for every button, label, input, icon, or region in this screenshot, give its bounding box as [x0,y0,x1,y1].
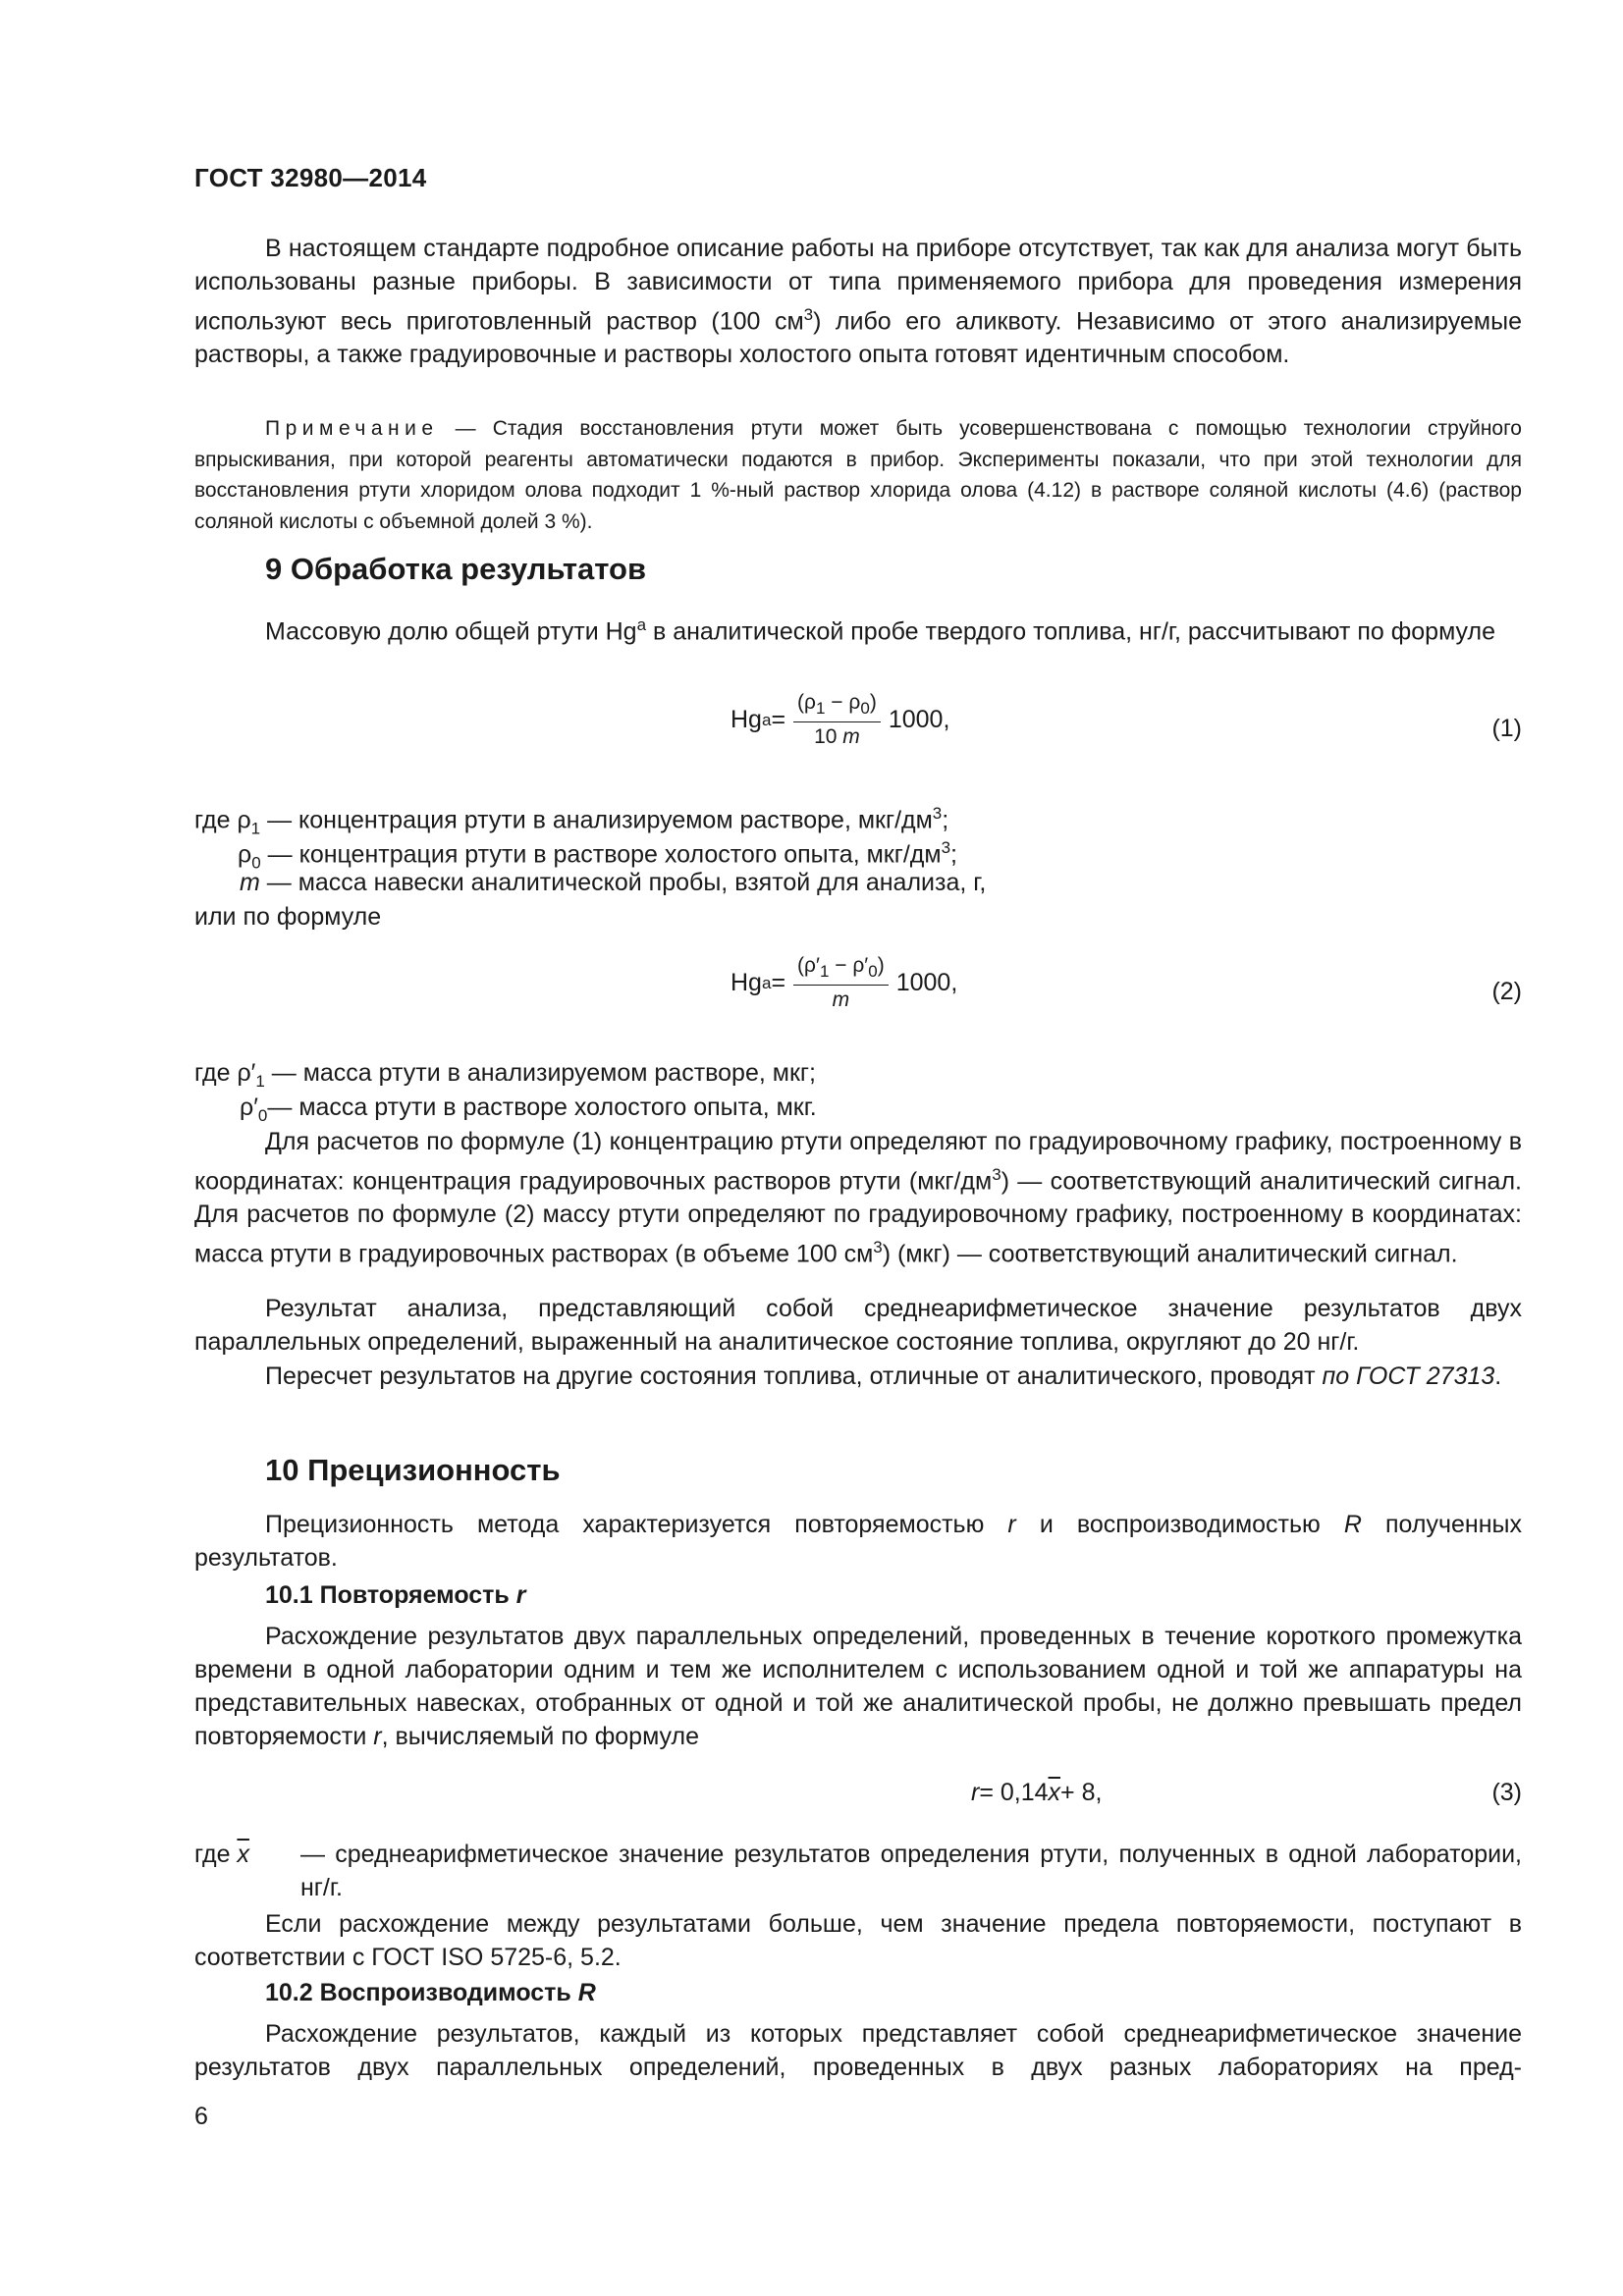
where-1-line-2: $\rho_0$ — концентрация ртути в растворе холостого опыта, мкг/$дм^3$; [238,838,957,873]
where-1-line-3: m — масса навески аналитической пробы, взятой для анализа, г, [240,869,987,896]
note-label: Примечание [265,417,439,440]
result-paragraph: Результат анализа, представляющий собой среднеарифметическое значение результатов двух параллельных определений, выраженный на аналитическое состояние топлива, округляют до 20 нг/г. [194,1295,1522,1356]
where-1-line-1: где $\rho_1$ — концентрация ртути в анализируемом растворе, мкг/$дм^3$; [194,804,949,838]
standard-header: ГОСТ 32980—2014 [194,163,427,192]
formula-2: Hg a = $\frac{(\rho'_1 - \rho'_0)}{m}$ 1000, (2) [730,954,1522,1012]
formula-3-number: (3) [1491,1779,1522,1806]
document-page [194,0,1522,2296]
fraction-2: $\frac{(\rho'_1 - \rho'_0)}{m}$ [793,954,889,1012]
where-2-line-1: где $\rho'_1$ — масса ртути в анализируемом растворе, мкг; [194,1059,816,1091]
formula-2-number: (2) [1491,978,1522,1005]
formula-3: r = 0,14 $\overline{x}$ + 8, (3) [971,1779,1522,1806]
section-10-title: 10 Прецизионность [265,1453,561,1487]
section-9-intro: Массовую долю общей ртути Hg$^a$ в аналитической пробе твердого топлива, нг/г, рассчитывают по формуле [265,615,1495,646]
subsection-10-2-title: 10.2 Воспроизводимость R [265,1979,596,2006]
reproducibility-paragraph: Расхождение результатов, каждый из которых представляет собой среднеарифметическое значение результатов двух параллельных определений, проведенных в двух разных лабораториях на пред- [194,2020,1522,2081]
formula-1-number: (1) [1491,715,1522,742]
formula-1: Hg a = $\frac{(\rho_1 - \rho_0)}{10 m}$ 1000, (1) [730,691,1522,749]
or-formula: или по формуле [194,903,382,931]
repeatability-paragraph: Расхождение результатов двух параллельных определений, проведенных в течение короткого промежутка времени в одной лаборатории одним и тем же исполнителем с использованием одной и той же аппаратуры на представительных навесках, отобранных от одной и той же аналитической пробы, не должно превышать предел повторяемости r, вычисляемый по формуле [194,1623,1522,1750]
subsection-10-1-title: 10.1 Повторяемость r [265,1581,526,1609]
section-10-intro: Прецизионность метода характеризуется повторяемостью r и воспроизводимостью R полученных результатов. [194,1511,1522,1572]
fraction-1: $\frac{(\rho_1 - \rho_0)}{10 m}$ [793,691,881,749]
recalc-paragraph: Пересчет результатов на другие состояния топлива, отличные от аналитического, проводят по ГОСТ 27313. [265,1362,1502,1390]
intro-paragraph: В настоящем стандарте подробное описание работы на приборе отсутствует, так как для анализа могут быть использованы разные приборы. В зависимости от типа применяемого прибора для проведения измерения используют весь приготовленный раствор (100 $см^3$) либо его аликвоту. Независимо от этого анализируемые растворы, а также градуировочные и растворы холостого опыта готовят идентичным способом. [194,235,1522,369]
section-9-title: 9 Обработка результатов [265,552,647,586]
where-3: где $\overline{x}$ — среднеарифметическое значение результатов определения ртути, полученных в одной лаборатории, нг/г. [194,1841,1522,1901]
where-2-line-2: $\rho'_0—$ масса ртути в растворе холостого опыта, мкг. [240,1094,817,1125]
calibration-paragraph: Для расчетов по формуле (1) концентрацию ртути определяют по градуировочному графику, построенному в координатах: концентрация градуировочных растворов ртути $(мкг/дм^3)$ — соответствующий аналитический сигнал. Для расчетов по формуле (2) массу ртути определяют по градуировочному графику, построенному в координатах: масса ртути в градуировочных растворах (в объеме 100 $см^3$) (мкг) — соответствующий аналитический сигнал. [194,1128,1522,1268]
x-bar: $\overline{x}$ [1048,1779,1061,1806]
note-block: Примечание — Стадия восстановления ртути может быть усовершенствована с помощью технологии струйного впрыскивания, при которой реагенты автоматически подаются в прибор. Эксперименты показали, что при этой технологии для восстановления ртути хлоридом олова подходит 1 %-ный раствор хлорида олова (4.12) в растворе соляной кислоты (4.6) (раствор соляной кислоты с объемной долей 3 %). [194,417,1522,533]
page-number: 6 [194,2103,208,2130]
repeatability-note: Если расхождение между результатами больше, чем значение предела повторяемости, поступают в соответствии с ГОСТ ISO 5725-6, 5.2. [194,1910,1522,1971]
